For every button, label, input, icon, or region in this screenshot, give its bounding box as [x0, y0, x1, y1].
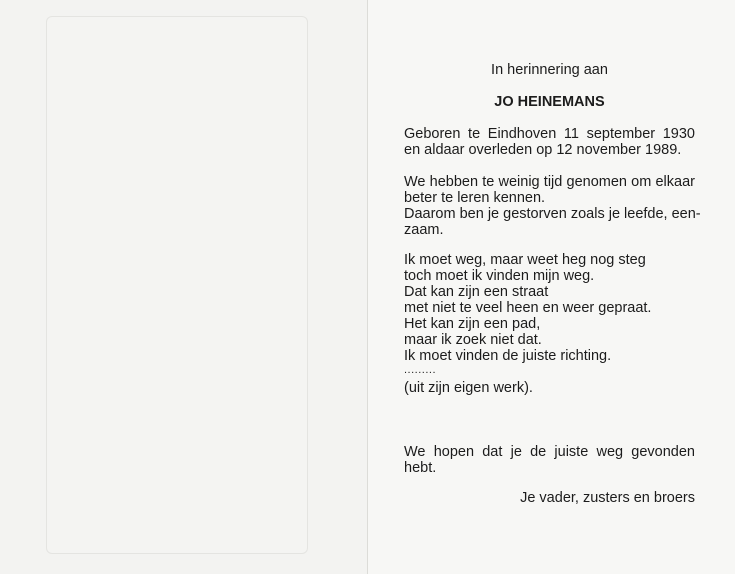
closing-line: We hopen dat je de juiste weg gevonden	[404, 444, 695, 460]
poem-line: toch moet ik vinden mijn weg.	[404, 268, 595, 284]
embossed-frame	[46, 16, 308, 554]
poem-line: Ik moet weg, maar weet heg nog steg	[404, 252, 646, 268]
heading: In herinnering aan	[491, 62, 608, 78]
poem-line: maar ik zoek niet dat.	[404, 332, 542, 348]
poem-source: (uit zijn eigen werk).	[404, 380, 533, 396]
poem-line: met niet te veel heen en weer gepraat.	[404, 300, 652, 316]
signature: Je vader, zusters en broers	[520, 490, 695, 506]
intro-line: We hebben te weinig tijd genomen om elkaar	[404, 174, 695, 190]
birth-line: Geboren te Eindhoven 11 september 1930	[404, 126, 695, 142]
intro-line: Daarom ben je gestorven zoals je leefde, een-	[404, 206, 701, 222]
intro-line: zaam.	[404, 222, 444, 238]
poem-line: Ik moet vinden de juiste richting.	[404, 348, 612, 364]
intro-line: beter te leren kennen.	[404, 190, 546, 206]
closing-line: hebt.	[404, 460, 437, 476]
death-line: en aldaar overleden op 12 november 1989.	[404, 142, 682, 158]
poem-line: Dat kan zijn een straat	[404, 284, 549, 300]
deceased-name: JO HEINEMANS	[494, 94, 605, 110]
poem-ellipsis: .........	[404, 364, 437, 376]
poem-line: Het kan zijn een pad,	[404, 316, 541, 332]
